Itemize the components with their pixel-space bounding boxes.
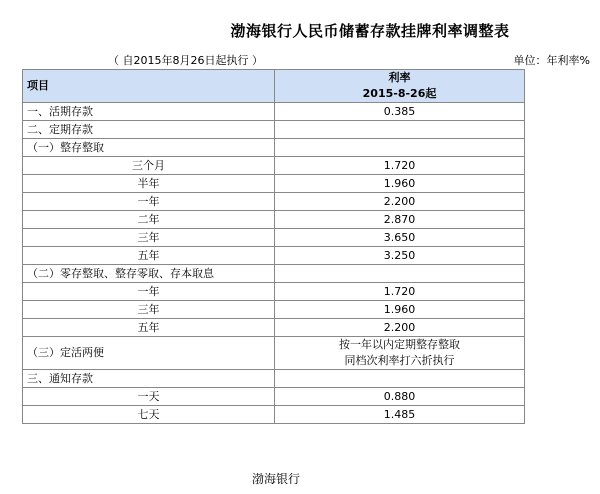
bank-name-footer: 渤海银行 [252,472,301,486]
row-label: 半年 [23,175,275,193]
row-label: （三）定活两便 [23,337,275,370]
row-rate-value: 2.200 [275,319,525,337]
table-row [23,319,525,337]
row-label: 一、活期存款 [23,103,275,121]
column-header-item: 项目 [23,70,275,103]
table-row [23,388,525,406]
row-rate-value [275,139,525,157]
row-rate-value [275,370,525,388]
row-rate-value: 1.720 [275,157,525,175]
row-note [275,337,525,370]
table-row [23,211,525,229]
row-label: （二）零存整取、整存零取、存本取息 [23,265,275,283]
row-rate-value: 1.960 [275,301,525,319]
row-rate-value: 2.870 [275,211,525,229]
table-row [23,301,525,319]
row-rate-value [275,265,525,283]
table-row [23,175,525,193]
table-row [23,103,525,121]
row-label: 三个月 [23,157,275,175]
row-label: 一天 [23,388,275,406]
effective-date: （ 自2015年8月26日起执行 ） [108,54,263,67]
row-label: 一年 [23,283,275,301]
table-row [23,247,525,265]
row-label: 二年 [23,211,275,229]
row-label: 三年 [23,229,275,247]
table-row [23,157,525,175]
table-row [23,370,525,388]
note-line: 按一年以内定期整存整取 [339,338,460,351]
row-label: 三年 [23,301,275,319]
table-header-row [23,70,525,103]
row-rate-value: 0.880 [275,388,525,406]
rate-header-label: 利率 [388,71,411,84]
row-label: 一年 [23,193,275,211]
row-rate-value: 1.485 [275,406,525,424]
rate-table [22,69,525,424]
row-rate-value: 2.200 [275,193,525,211]
table-row [23,139,525,157]
table-row [23,406,525,424]
row-label: 二、定期存款 [23,121,275,139]
row-rate-value: 3.250 [275,247,525,265]
table-row [23,121,525,139]
unit-label: 单位：年利率% [513,54,590,67]
table-row [23,265,525,283]
row-rate-value [275,121,525,139]
row-label: 七天 [23,406,275,424]
column-header-rate [275,70,525,103]
rate-header-date: 2015-8-26起 [362,87,437,100]
row-rate-value: 1.720 [275,283,525,301]
row-rate-value: 3.650 [275,229,525,247]
row-label: （一）整存整取 [23,139,275,157]
row-label: 五年 [23,319,275,337]
row-rate-value: 0.385 [275,103,525,121]
table-row [23,283,525,301]
row-rate-value: 1.960 [275,175,525,193]
row-label: 三、通知存款 [23,370,275,388]
table-row [23,229,525,247]
row-label: 五年 [23,247,275,265]
table-body [23,103,525,424]
table-row [23,193,525,211]
note-line: 同档次利率打六折执行 [344,354,455,367]
document-title: 渤海银行人民币储蓄存款挂牌利率调整表 [230,22,510,40]
table-row [23,337,525,370]
